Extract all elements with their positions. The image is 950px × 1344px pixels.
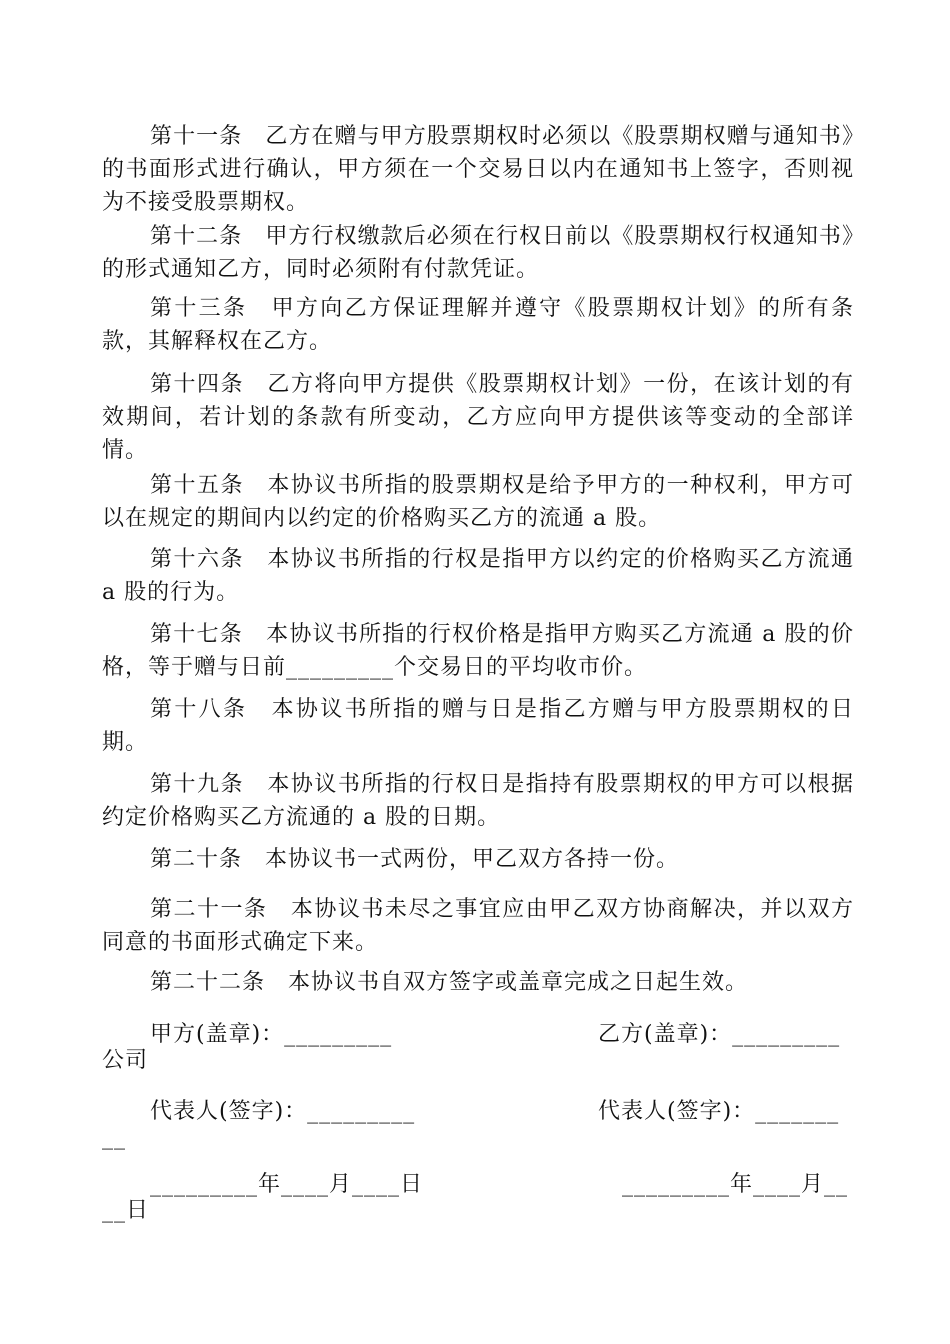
article-19: 第十九条 本协议书所指的行权日是指持有股票期权的甲方可以根据约定价格购买乙方流通的 a 股的日期。 (102, 772, 854, 830)
party-b-representative-continued: __ (102, 1125, 126, 1150)
article-20: 第二十条 本协议书一式两份，甲乙双方各持一份。 (150, 847, 680, 872)
party-a-date: _________年____月____日 (150, 1172, 424, 1197)
article-15: 第十五条 本协议书所指的股票期权是给予甲方的一种权利，甲方可以在规定的期间内以约定的价格购买乙方的流通 a 股。 (102, 473, 854, 531)
party-b-date: _________年____月__ (622, 1172, 849, 1197)
article-16: 第十六条 本协议书所指的行权是指甲方以约定的价格购买乙方流通 a 股的行为。 (102, 547, 862, 605)
company-suffix: 公司 (102, 1048, 149, 1073)
party-b-representative: 代表人(签字)：_______ (598, 1099, 840, 1124)
party-a-seal: 甲方(盖章)：_________ (150, 1022, 393, 1047)
article-11: 第十一条 乙方在赠与甲方股票期权时必须以《股票期权赠与通知书》的书面形式进行确认，甲方须在一个交易日以内在通知书上签字，否则视为不接受股票期权。 (102, 124, 854, 215)
article-21: 第二十一条 本协议书未尽之事宜应由甲乙双方协商解决，并以双方同意的书面形式确定下来。 (102, 897, 854, 955)
article-14: 第十四条 乙方将向甲方提供《股票期权计划》一份，在该计划的有效期间，若计划的条款有所变动，乙方应向甲方提供该等变动的全部详情。 (102, 372, 854, 463)
article-13: 第十三条 甲方向乙方保证理解并遵守《股票期权计划》的所有条款，其解释权在乙方。 (102, 296, 854, 354)
party-b-date-continued: __日 (102, 1198, 150, 1223)
article-22: 第二十二条 本协议书自双方签字或盖章完成之日起生效。 (150, 970, 749, 995)
article-17: 第十七条 本协议书所指的行权价格是指甲方购买乙方流通 a 股的价格，等于赠与日前_________个交易日的平均收市价。 (102, 622, 854, 680)
article-12: 第十二条 甲方行权缴款后必须在行权日前以《股票期权行权通知书》的形式通知乙方，同时必须附有付款凭证。 (102, 224, 854, 282)
party-a-representative: 代表人(签字)：_________ (150, 1099, 416, 1124)
party-b-seal: 乙方(盖章)：_________ (598, 1022, 841, 1047)
article-18: 第十八条 本协议书所指的赠与日是指乙方赠与甲方股票期权的日期。 (102, 697, 854, 755)
